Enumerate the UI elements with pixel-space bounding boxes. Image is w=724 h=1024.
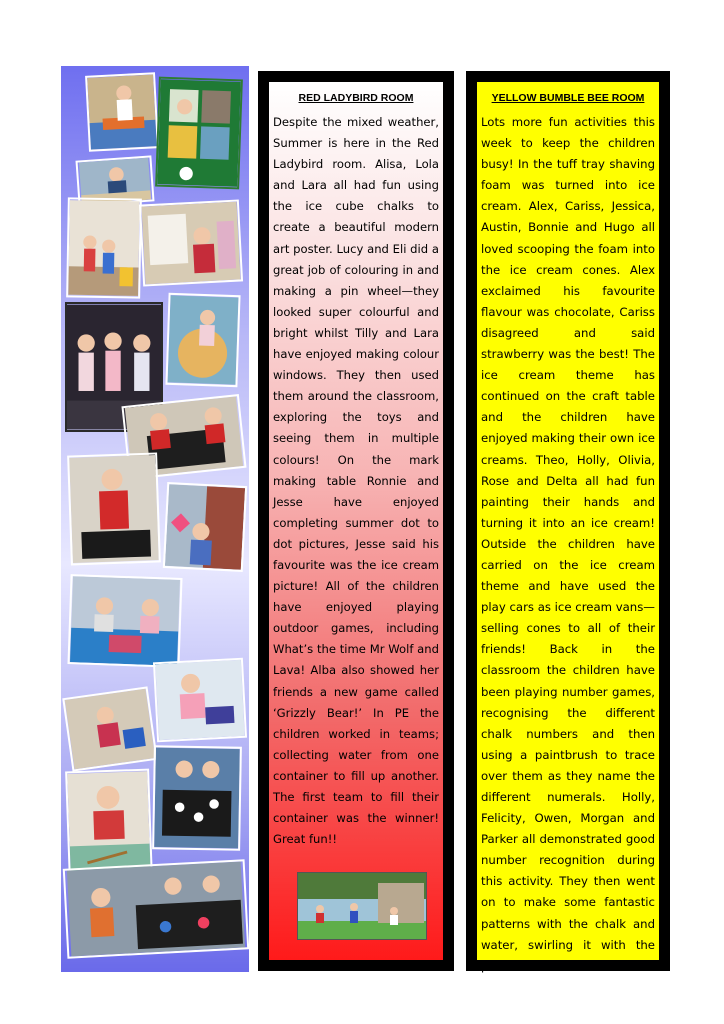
photo-chalk-and-water-play <box>63 859 249 958</box>
photo-ice-cream-craft-table <box>67 574 182 668</box>
yellow-bumble-bee-title: YELLOW BUMBLE BEE ROOM <box>491 92 645 104</box>
photo-girl-red-apron-tuff-tray <box>67 452 161 565</box>
photo-girl-at-sand-table <box>85 72 159 152</box>
photo-children-in-playroom <box>66 197 142 298</box>
photo-girl-at-easel <box>139 199 243 286</box>
yellow-bumble-bee-body: Lots more fun activities this week to keep the children busy! In the tuff tray shaving foam was turned into ice cream. Alex, Cariss, Jessica, Austin, Bonnie and Hugo all loved scooping the foam into the ice cream cones. Alex exclaimed his favourite flavour was chocolate, Cariss disagreed and said strawberry was the best! The ice cream theme has continued on the craft table and the children have enjoyed making their own ice creams. Theo, Holly, Olivia, Rose and Delta all had fun painting their hands and turning it into an ice cream! Outside the children have carried on the ice cream theme and have used the play cars as ice cream vans—selling cones to all of their friends! Back in the classroom the children have been playing number games, recognising the different chalk numbers and then using a paintbrush to trace over them as they name the different numerals. Holly, Felicity, Owen, Morgan and Parker all demonstrated good number recognition during this activity. They then went on to make some fantastic patterns with the chalk and water, swirling it with the paintbrushes! <box>481 115 655 973</box>
photo-girl-on-rug <box>165 293 240 387</box>
yellow-bumble-bee-panel <box>466 71 670 971</box>
photo-children-crafting <box>62 686 157 771</box>
photo-colour-window <box>155 77 243 190</box>
photo-boy-with-pin-wheel <box>163 482 247 572</box>
red-ladybird-body: Despite the mixed weather, Summer is here in the Red Ladybird room. Alisa, Lola and Lara all had fun using the ice cube chalks to create a beautiful modern art poster. Lucy and Eli did a great job of colouring in and making a pin wheel—they looked super colourful and bright whilst Tilly and Lara have enjoyed making colour windows. They then used them around the classroom, exploring the toys and seeing them in multiple colours! On the mark making table Ronnie and Jesse have enjoyed completing summer dot to dot pictures, Jesse said his favourite was the ice cream picture! All of the children have enjoyed playing outdoor games, including What’s the time Mr Wolf and Lava! Alba also showed her friends a new game called ‘Grizzly Bear!’ In PE the children worked in teams; collecting water from one container to fill up another. The first team to fill their container was the winner! Great fun!! <box>273 115 439 847</box>
photo-shaving-foam-tray <box>152 745 242 851</box>
yellow-bumble-bee-content <box>477 82 659 973</box>
photo-collage <box>61 66 249 972</box>
red-ladybird-title: RED LADYBIRD ROOM <box>298 92 414 104</box>
red-ladybird-content <box>269 82 443 960</box>
photo-girl-pink-activity <box>153 658 247 743</box>
red-ladybird-panel <box>258 71 454 971</box>
photo-children-outdoor-games <box>297 872 427 940</box>
